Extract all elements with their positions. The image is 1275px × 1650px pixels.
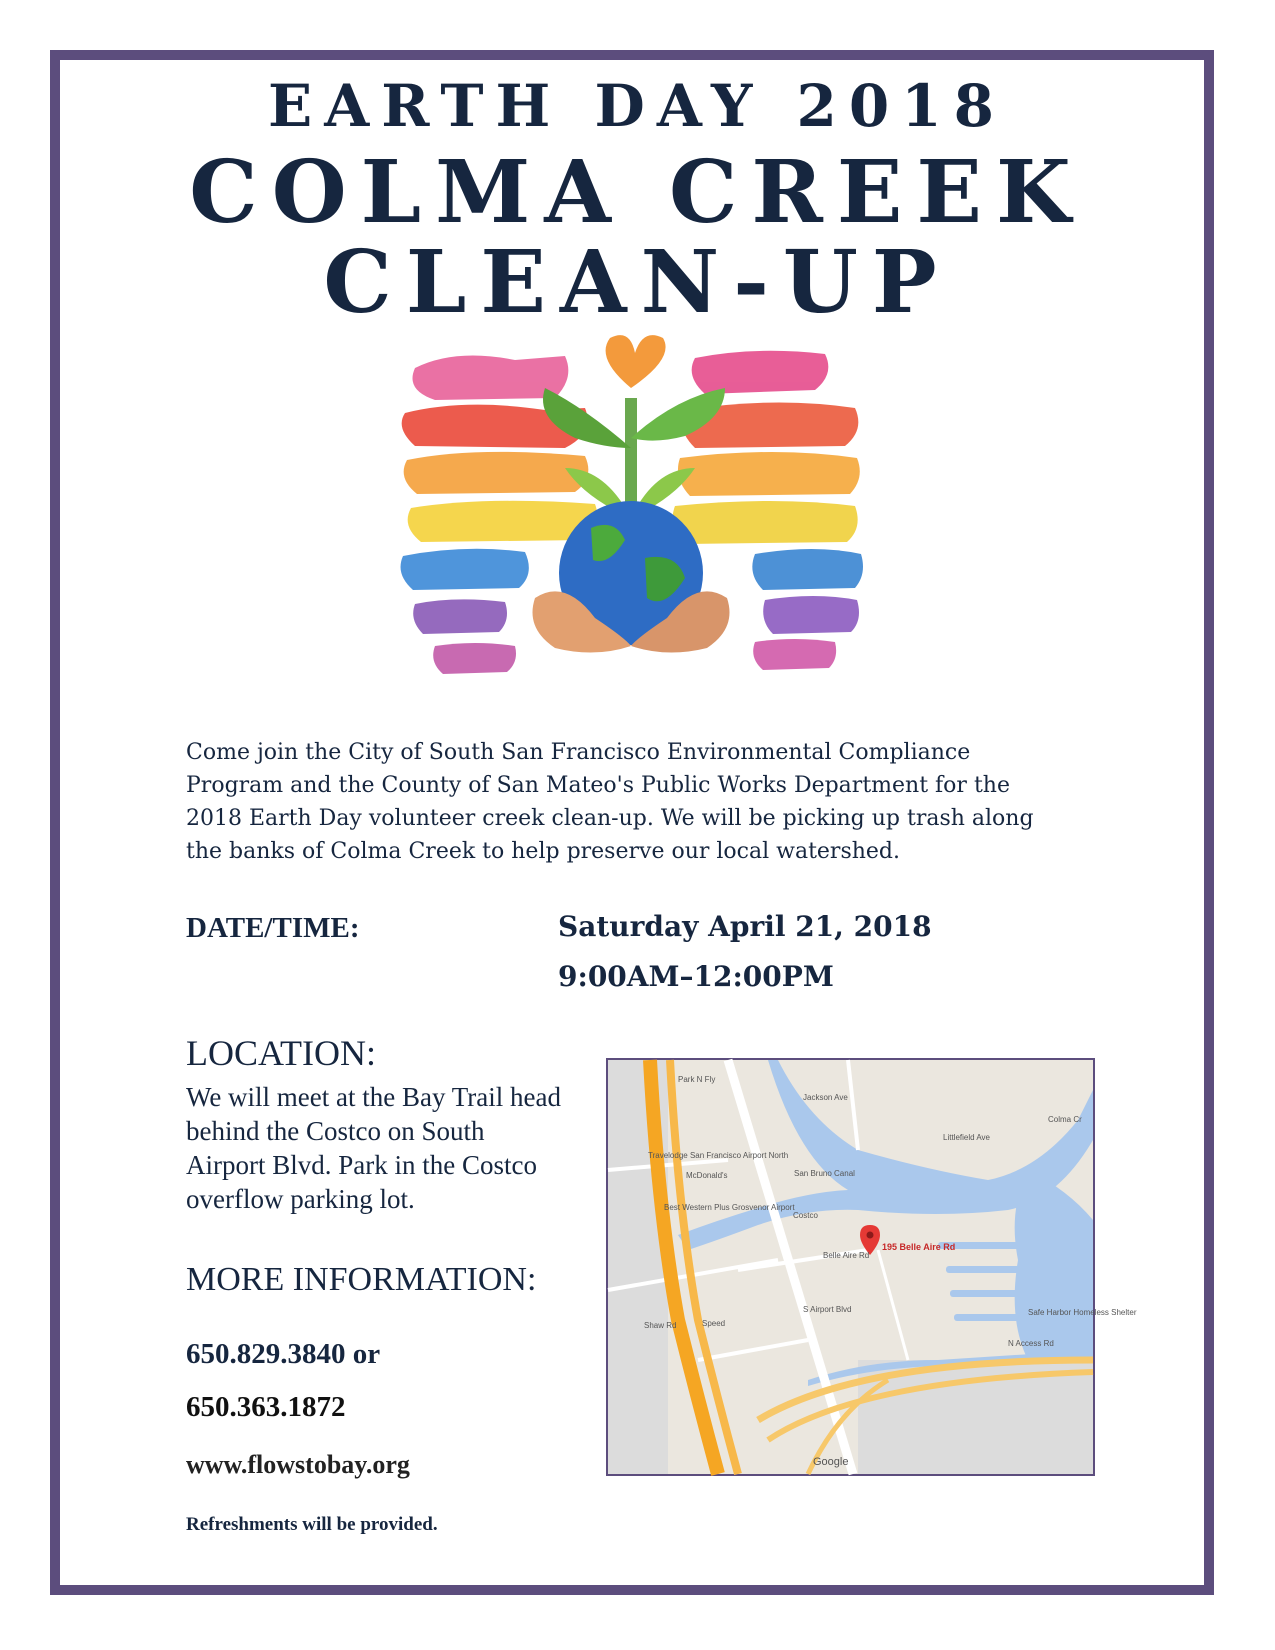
title-earth-day: EARTH DAY 2018 (268, 72, 1006, 140)
map-label-airport-blvd: S Airport Blvd (803, 1305, 852, 1314)
map-label-access: N Access Rd (1008, 1339, 1054, 1348)
title-clean-up: CLEAN-UP (323, 232, 951, 333)
map-label-mcdonalds: McDonald's (686, 1171, 728, 1180)
map-label-travelodge: Travelodge San Francisco Airport North (648, 1151, 789, 1160)
event-time: 9:00AM–12:00PM (558, 960, 834, 993)
earth-in-hands-illustration (395, 328, 870, 693)
map-label-speed: Speed (702, 1319, 726, 1328)
location-heading: LOCATION: (186, 1033, 376, 1073)
map-label-canal: San Bruno Canal (794, 1169, 855, 1178)
map-label-park: Park N Fly (678, 1075, 716, 1084)
map-label-sfo: Safe Harbor Homeless Shelter (1028, 1308, 1137, 1317)
map-label-costco: Costco (793, 1211, 818, 1220)
map-label-best-western: Best Western Plus Grosvenor Airport (664, 1203, 795, 1212)
map-label-jackson: Jackson Ave (803, 1093, 848, 1102)
location-map[interactable] (606, 1058, 1137, 1476)
map-graphic (608, 1060, 1137, 1474)
datetime-label: DATE/TIME: (186, 912, 360, 944)
intro-paragraph: Come join the City of South San Francisco Environmental Compliance Program and the County of San Mateo's Public Works Department for the 2018 Earth Day volunteer creek clean-up. We will be picking up trash along the banks of Colma Creek to help preserve our local watershed. (186, 740, 1034, 864)
phone-number-2: 650.363.1872 (186, 1391, 346, 1423)
map-label-shaw: Shaw Rd (644, 1321, 677, 1330)
refreshments-note: Refreshments will be provided. (186, 1514, 438, 1535)
event-date: Saturday April 21, 2018 (558, 910, 932, 943)
website-link[interactable]: www.flowstobay.org (186, 1450, 410, 1479)
map-pin-label: 195 Belle Aire Rd (882, 1242, 956, 1252)
phone-number-1: 650.829.3840 or (186, 1338, 381, 1370)
more-info-heading: MORE INFORMATION: (186, 1261, 537, 1298)
title-colma-creek: COLMA CREEK (189, 142, 1085, 243)
map-label-littlefield: Littlefield Ave (943, 1133, 990, 1142)
location-description: We will meet at the Bay Trail head behind the Costco on South Airport Blvd. Park in the Costco overflow parking lot. (186, 1082, 561, 1214)
map-label-colma: Colma Cr (1048, 1115, 1082, 1124)
map-label-belle-aire: Belle Aire Rd (823, 1251, 870, 1260)
map-label-google: Google (813, 1456, 849, 1468)
